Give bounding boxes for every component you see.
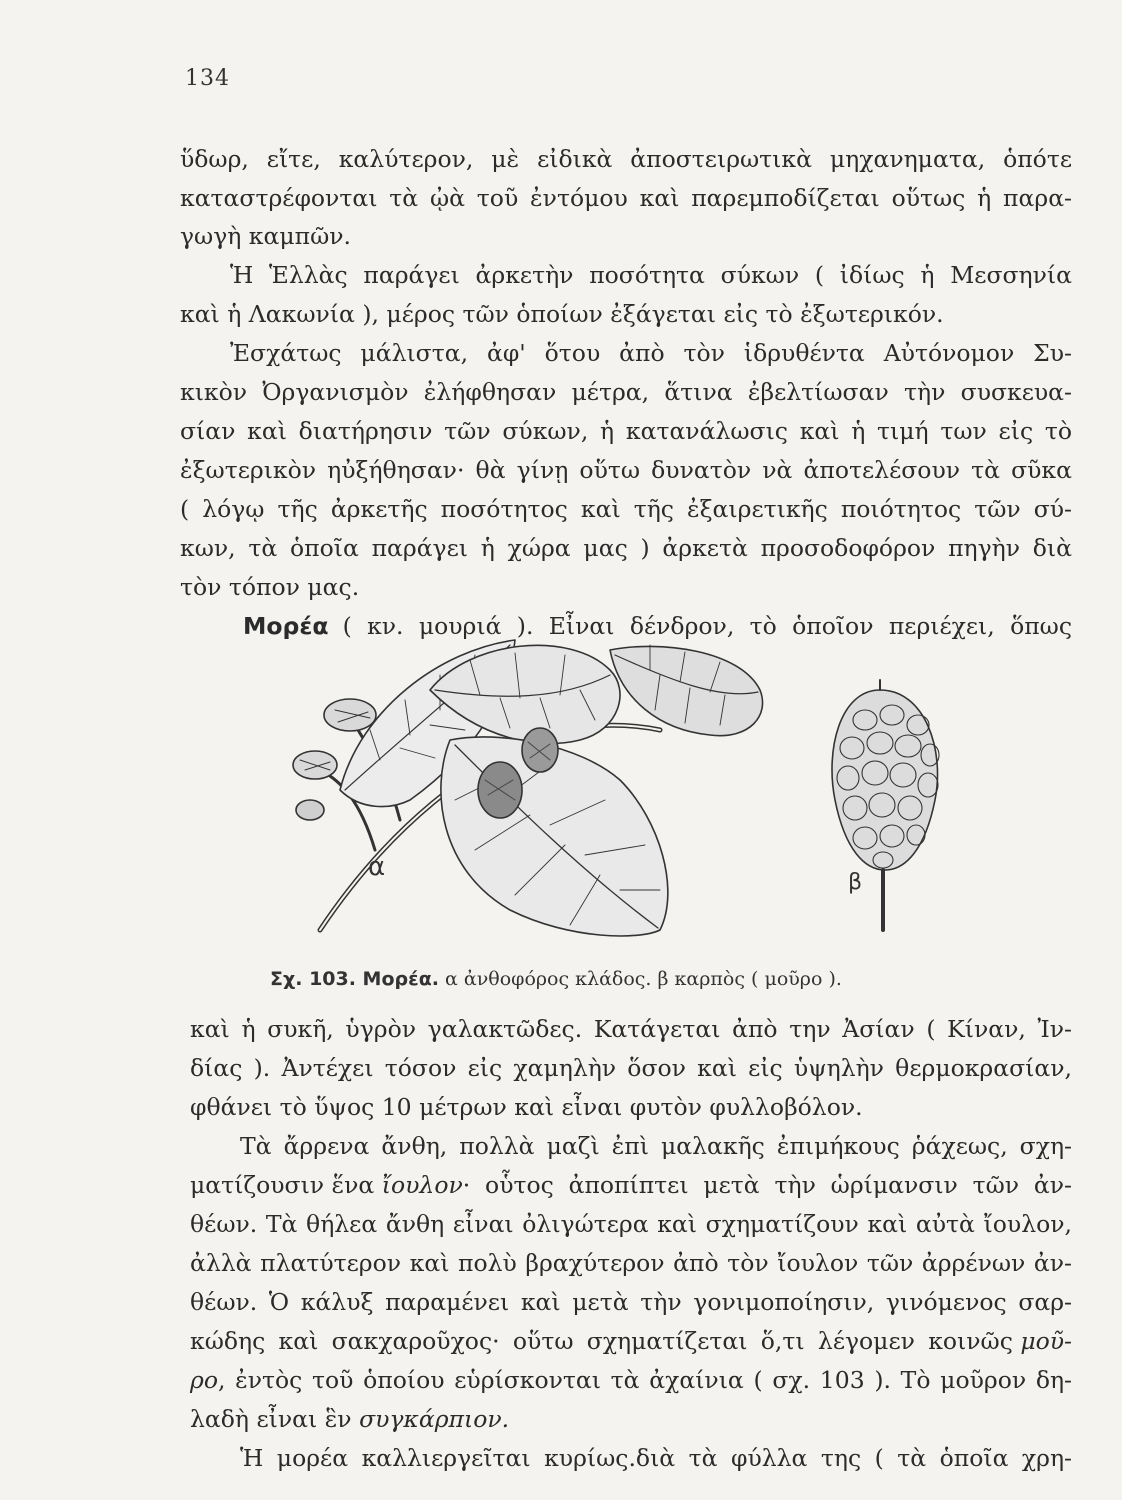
text-line: θέων. Ὁ κάλυξ παραμένει καὶ μετὰ τὴν γονιμοποίησιν, γινόμενος σαρ- [190, 1288, 1072, 1316]
text-line: κικὸν Ὀργανισμὸν ἐλήφθησαν μέτρα, ἅτινα ἐβελτίωσαν τὴν συσκευα- [180, 378, 1072, 406]
text-segment: λαδὴ εἶναι ἓν [190, 1405, 360, 1433]
text-line: ( λόγῳ τῆς ἀρκετῆς ποσότητος καὶ τῆς ἐξαιρετικῆς ποιότητος τῶν σύ- [180, 495, 1072, 523]
figure-label-b: β [848, 870, 863, 895]
text-line: τὸν τόπον μας. [180, 573, 360, 601]
text-line: θέων. Τὰ θήλεα ἄνθη εἶναι ὀλιγώτερα καὶ σχηματίζουν καὶ αὐτὰ ἴουλον, [190, 1210, 1072, 1238]
text-segment: · οὗτος ἀποπίπτει μετὰ τὴν ὡρίμανσιν τῶν ἀν- [462, 1171, 1072, 1199]
text-line: Ἐσχάτως μάλιστα, ἀφ' ὅτου ἀπὸ τὸν ἱδρυθέντα Αὐτόνομον Συ- [230, 339, 1072, 367]
text-italic: ρο [190, 1366, 218, 1394]
text-line: ἀλλὰ πλατύτερον καὶ πολὺ βραχύτερον ἀπὸ τὸν ἴουλον τῶν ἀρρένων ἀν- [190, 1249, 1072, 1277]
morea-heading: Μορέα [243, 612, 329, 640]
mulberry-illustration [280, 630, 970, 960]
text-line: καὶ ἡ Λακωνία ), μέρος τῶν ὁποίων ἐξάγεται εἰς τὸ ἐξωτερικόν. [180, 300, 944, 328]
morea-intro: ( κν. μουριά ). Εἶναι δένδρον, τὸ ὁποῖον περιέχει, ὅπως [342, 612, 1072, 640]
text-segment: κώδης καὶ σακχαροῦχος· οὕτω σχηματίζεται ὅ,τι λέγομεν κοινῶς [190, 1327, 1021, 1355]
figure-label-a: α [368, 852, 386, 882]
caption-text: α ἀνθοφόρος κλάδος. β καρπὸς ( μοῦρο ). [438, 968, 842, 990]
text-line: καταστρέφονται τὰ ᾠὰ τοῦ ἐντόμου καὶ παρεμποδίζεται οὕτως ἡ παρα- [180, 184, 1072, 212]
text-line: καὶ ἡ συκῆ, ὑγρὸν γαλακτῶδες. Κατάγεται ἀπὸ την Ἀσίαν ( Κίναν, Ἰν- [190, 1015, 1072, 1043]
text-line: κων, τὰ ὁποῖα παράγει ἡ χώρα μας ) ἀρκετὰ προσοδοφόρον πηγὴν διὰ [180, 534, 1072, 562]
text-line: σίαν καὶ διατήρησιν τῶν σύκων, ἡ κατανάλωσις καὶ ἡ τιμή των εἰς τὸ [180, 417, 1072, 445]
text-segment: , ἐντὸς τοῦ ὁποίου εὑρίσκονται τὰ ἀχαίνια ( σχ. 103 ). Τὸ μοῦρον δη- [217, 1366, 1072, 1394]
text-segment: ματίζουσιν ἕνα [190, 1171, 382, 1199]
text-italic: συγκάρπιον. [359, 1405, 510, 1433]
text-line: φθάνει τὸ ὕψος 10 μέτρων καὶ εἶναι φυτὸν φυλλοβόλον. [190, 1093, 863, 1121]
caption-title: Σχ. 103. Μορέα. [270, 968, 439, 990]
text-line: ἐξωτερικὸν ηὐξήθησαν· θὰ γίνῃ οὕτω δυνατὸν νὰ ἀποτελέσουν τὰ σῦκα [180, 456, 1072, 484]
text-line [190, 1171, 1072, 1199]
text-line: Τὰ ἄρρενα ἄνθη, πολλὰ μαζὶ ἐπὶ μαλακῆς ἐπιμήκους ῥάχεως, σχη- [240, 1132, 1072, 1160]
text-line: ὕδωρ, εἴτε, καλύτερον, μὲ εἰδικὰ ἀποστειρωτικὰ μηχανηματα, ὁπότε [180, 145, 1072, 173]
text-line: Ἡ Ἑλλὰς παράγει ἀρκετὴν ποσότητα σύκων ( ἰδίως ἡ Μεσσηνία [230, 261, 1072, 289]
page-number: 134 [185, 66, 230, 91]
text-line [190, 1405, 509, 1433]
text-italic: μοῦ- [1020, 1327, 1072, 1355]
text-line [190, 1327, 1072, 1355]
text-line: δίας ). Ἀντέχει τόσον εἰς χαμηλὴν ὅσον καὶ εἰς ὑψηλὴν θερμοκρασίαν, [190, 1054, 1072, 1082]
text-italic: ἴουλον [381, 1171, 463, 1199]
text-line [190, 1366, 1072, 1394]
mulberry-drawing [280, 630, 970, 960]
figure-caption [270, 968, 842, 990]
text-line: γωγὴ καμπῶν. [180, 222, 351, 250]
text-line: Ἡ μορέα καλλιεργεῖται κυρίως.διὰ τὰ φύλλα της ( τὰ ὁποῖα χρη- [240, 1444, 1072, 1472]
